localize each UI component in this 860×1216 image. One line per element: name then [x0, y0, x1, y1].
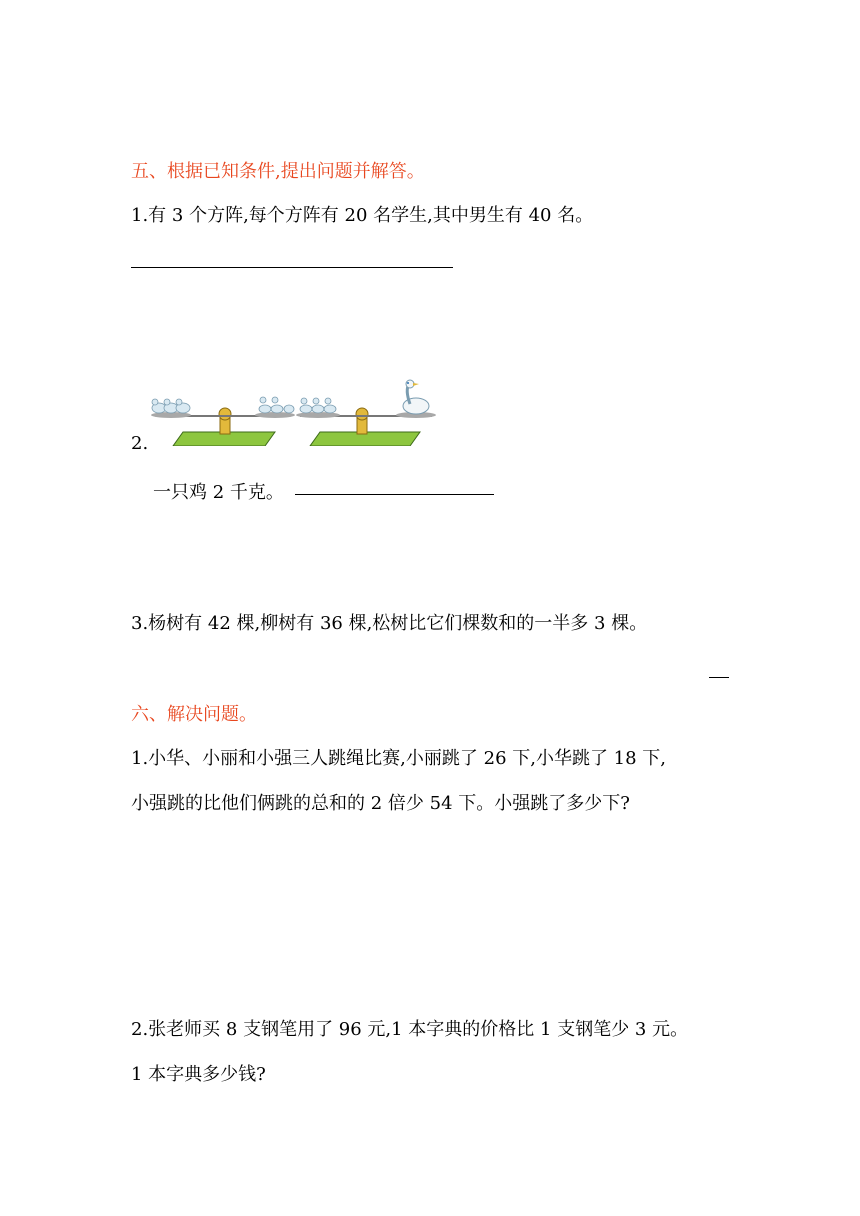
section5-question-3: 3.杨树有 42 棵,柳树有 36 棵,松树比它们棵数和的一半多 3 棵。: [131, 613, 648, 634]
section5-heading: 五、根据已知条件,提出问题并解答。: [131, 161, 425, 182]
section6-heading: 六、解决问题。: [131, 704, 257, 725]
duck-icon: [152, 399, 190, 413]
duck-icon: [300, 398, 336, 413]
section5-question-2-text: 一只鸡 2 千克。: [153, 482, 284, 503]
section6-question-2-line1: 2.张老师买 8 支钢笔用了 96 元,1 本字典的价格比 1 支钢笔少 3 元。: [131, 1019, 689, 1040]
section6-question-2-line2: 1 本字典多少钱?: [131, 1064, 266, 1085]
duck-icon: [259, 397, 294, 413]
section6-question-1-line2: 小强跳的比他们俩跳的总和的 2 倍少 54 下。小强跳了多少下?: [131, 793, 630, 814]
goose-icon: [403, 380, 429, 414]
balance-scale-icon: [292, 376, 442, 446]
section5-question-2-number: 2.: [131, 433, 149, 454]
answer-line-q2[interactable]: [295, 494, 494, 495]
balance-scale-icon: [145, 396, 295, 446]
section5-question-1: 1.有 3 个方阵,每个方阵有 20 名学生,其中男生有 40 名。: [131, 205, 594, 226]
answer-line-q1[interactable]: [131, 267, 453, 268]
section6-question-1-line1: 1.小华、小丽和小强三人跳绳比赛,小丽跳了 26 下,小华跳了 18 下,: [131, 748, 667, 769]
answer-line-q3[interactable]: [709, 677, 729, 678]
